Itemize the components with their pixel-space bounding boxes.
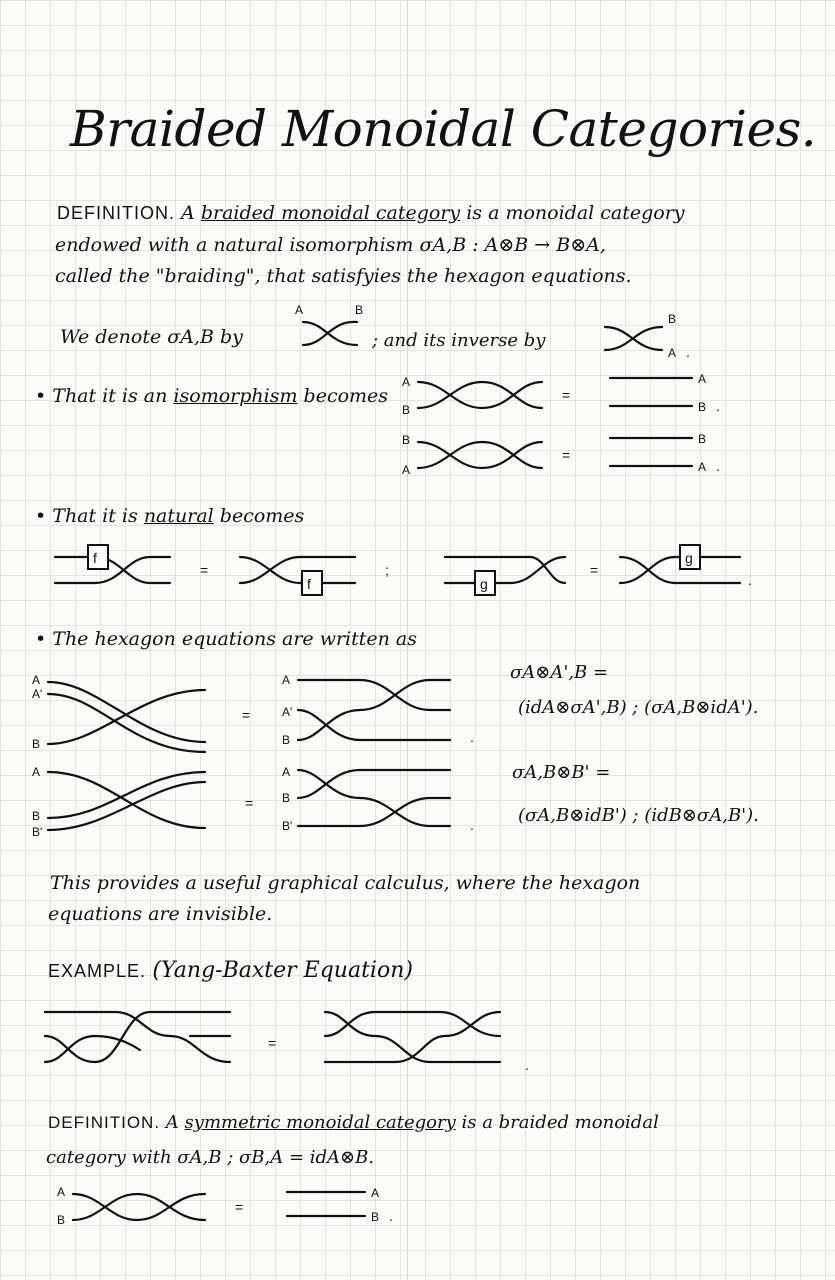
inverse-period: . xyxy=(686,344,690,360)
hexagon-text: The hexagon equations are written as xyxy=(52,628,417,650)
iso1-eq: = xyxy=(562,387,571,403)
hex1-eq: = xyxy=(242,707,251,723)
hexagon-eq2-line2: (σA,B⊗idB') ; (idB⊗σA,B'). xyxy=(518,805,759,826)
definition2-paragraph xyxy=(48,1112,659,1133)
inverse-label-b: B xyxy=(668,312,677,326)
sym-label-a: A xyxy=(57,1185,66,1199)
hex2-right-b: B xyxy=(282,791,291,805)
hex2-right-a: A xyxy=(282,765,291,779)
sym-right-b: B xyxy=(371,1210,380,1224)
hex1-right-a-prime: A' xyxy=(282,705,293,719)
iso-bullet xyxy=(35,385,388,407)
iso-text-a: That it is an xyxy=(52,385,168,407)
natural-text-a: That it is xyxy=(52,505,138,527)
yb-eq: = xyxy=(268,1035,277,1051)
hexagon-eq2-line1: σA,B⊗B' = xyxy=(512,762,611,783)
hex1-right-a: A xyxy=(282,673,291,687)
definition-paragraph xyxy=(57,202,685,224)
example-text: (Yang-Baxter Equation) xyxy=(152,958,413,983)
example-label: EXAMPLE. xyxy=(48,961,147,981)
iso1-label-a: A xyxy=(402,375,411,389)
natural-semicolon: ; xyxy=(385,562,389,578)
definition-line-2: endowed with a natural isomorphism σA,B : A⊗B → B⊗A, xyxy=(55,234,606,256)
definition2-text-b: is a braided monoidal xyxy=(461,1112,659,1133)
iso1-period: . xyxy=(716,398,720,414)
iso-bullet-dot: • xyxy=(35,385,47,407)
iso2-label-b: B xyxy=(402,433,411,447)
definition-line-3: called the "braiding", that satisfyies the hexagon equations. xyxy=(55,265,632,287)
natural-bullet xyxy=(35,505,304,527)
hex2-label-a: A xyxy=(32,765,41,779)
hexagon-bullet-dot: • xyxy=(35,628,47,650)
iso1-label-b: B xyxy=(402,403,411,417)
sym-right-a: A xyxy=(371,1186,380,1200)
inverse-label-a: A xyxy=(668,346,677,360)
sym-label-b: B xyxy=(57,1213,66,1227)
box-g-right-label: g xyxy=(685,550,693,566)
braid-symbol xyxy=(295,300,365,360)
box-g-left-label: g xyxy=(480,576,488,592)
box-f-left-label: f xyxy=(93,550,97,566)
natural-eq-2: = xyxy=(590,562,599,578)
hex2-right-b-prime: B' xyxy=(282,819,293,833)
natural-bullet-dot: • xyxy=(35,505,47,527)
definition2-label: DEFINITION. xyxy=(48,1113,161,1132)
yb-period: . xyxy=(525,1057,529,1073)
hex2-label-b: B xyxy=(32,809,41,823)
calculus-line-1: This provides a useful graphical calculus, where the hexagon xyxy=(50,872,641,894)
symmetric-diagram xyxy=(55,1180,415,1240)
isomorphism-term: isomorphism xyxy=(173,385,298,407)
natural-eq-1: = xyxy=(200,562,209,578)
hex2-label-b-prime: B' xyxy=(32,825,43,839)
hex2-eq: = xyxy=(245,795,254,811)
definition2-text-a: A xyxy=(165,1112,179,1133)
hex1-label-a-prime: A' xyxy=(32,687,43,701)
hex2-period: . xyxy=(470,817,474,833)
box-f-left xyxy=(88,545,108,569)
iso-diagram-1 xyxy=(400,370,730,425)
iso-text-b: becomes xyxy=(303,385,389,407)
inverse-braid-symbol xyxy=(600,305,700,360)
denote-text-a: We denote σA,B by xyxy=(60,326,243,348)
hexagon-eq1-line1: σA⊗A',B = xyxy=(510,662,609,683)
definition-label: DEFINITION. xyxy=(57,203,175,223)
naturality-diagram xyxy=(50,540,770,610)
iso1-right-b: B xyxy=(698,400,707,414)
iso-diagram-2 xyxy=(400,430,730,485)
iso2-period: . xyxy=(716,458,720,474)
definition2-line-2: category with σA,B ; σB,A = idA⊗B. xyxy=(46,1147,375,1168)
hex1-label-a: A xyxy=(32,673,41,687)
hex1-label-b: B xyxy=(32,737,41,751)
hexagon-eq1-line2: (idA⊗σA',B) ; (σA,B⊗idA'). xyxy=(518,697,759,718)
sym-period: . xyxy=(389,1208,393,1224)
box-f-right xyxy=(302,571,322,595)
iso2-right-b: B xyxy=(698,432,707,446)
natural-term: natural xyxy=(143,505,214,527)
hexagon-diagram-1 xyxy=(30,670,500,760)
natural-text-b: becomes xyxy=(219,505,305,527)
example-heading xyxy=(48,958,413,983)
box-f-right-label: f xyxy=(307,576,311,592)
iso2-right-a: A xyxy=(698,460,707,474)
iso2-label-a: A xyxy=(402,463,411,477)
iso2-eq: = xyxy=(562,447,571,463)
iso1-right-a: A xyxy=(698,372,707,386)
yang-baxter-diagram xyxy=(40,1000,560,1080)
sym-eq: = xyxy=(235,1199,244,1215)
hexagon-bullet xyxy=(35,628,417,650)
page-title: Braided Monoidal Categories. xyxy=(70,100,817,158)
calculus-line-2: equations are invisible. xyxy=(48,903,273,925)
hex1-period: . xyxy=(470,729,474,745)
definition-text-a: A xyxy=(181,202,195,224)
denote-text-b: ; and its inverse by xyxy=(372,330,546,351)
definition-text-b: is a monoidal category xyxy=(466,202,685,224)
braided-monoidal-category-term: braided monoidal category xyxy=(200,202,461,224)
braid-label-b: B xyxy=(355,303,364,317)
hexagon-diagram-2 xyxy=(30,762,500,842)
symmetric-monoidal-category-term: symmetric monoidal category xyxy=(184,1112,456,1133)
hex1-right-b: B xyxy=(282,733,291,747)
natural-period: . xyxy=(748,572,752,588)
braid-label-a: A xyxy=(295,303,304,317)
